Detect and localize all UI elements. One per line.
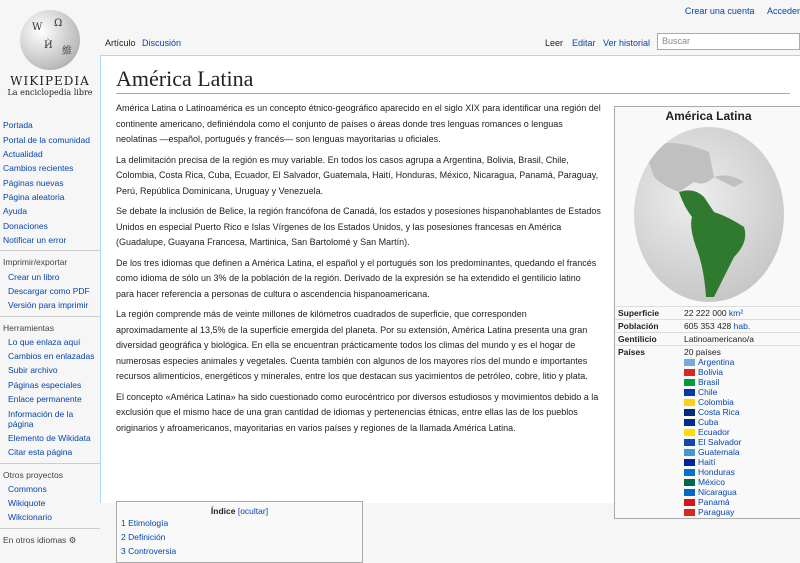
country-link[interactable]: Haití bbox=[698, 457, 716, 467]
search-input[interactable]: Buscar bbox=[657, 33, 800, 50]
sidebar-item[interactable]: Lo que enlaza aquí bbox=[8, 336, 81, 347]
article-body bbox=[116, 101, 601, 441]
sidebar-item[interactable]: Cambios en enlazadas bbox=[8, 351, 95, 362]
country-item[interactable] bbox=[684, 467, 799, 477]
country-item[interactable] bbox=[684, 397, 799, 407]
flag-icon bbox=[684, 389, 695, 396]
flag-icon bbox=[684, 369, 695, 376]
toc-item[interactable]: 1 Etimología bbox=[121, 518, 169, 528]
sidebar-item[interactable]: Descargar como PDF bbox=[8, 285, 90, 296]
sidebar-item[interactable]: Página aleatoria bbox=[3, 192, 65, 203]
country-link[interactable]: Honduras bbox=[698, 467, 735, 477]
sidebar bbox=[0, 118, 100, 548]
country-item[interactable] bbox=[684, 477, 799, 487]
sidebar-item[interactable]: Wikcionario bbox=[8, 512, 52, 523]
wordmark: WIKIPEDIA bbox=[10, 74, 90, 88]
sidebar-item[interactable]: Donaciones bbox=[3, 220, 48, 231]
paragraph: América Latina o Latinoamérica es un concepto étnico-geográfico aparecido en el siglo XIX para identificar una región del continente americano, definiéndola como el conjunto de países o áreas donde tres lenguas romances o lenguas neolatinas —español, portugués y francés— son lenguas mayoritarias u oficiales. bbox=[116, 103, 601, 144]
page-title: América Latina bbox=[116, 66, 254, 91]
country-item[interactable] bbox=[684, 417, 799, 427]
print-portlet-title[interactable]: Imprimir/exportar bbox=[0, 250, 100, 269]
infobox-row: Población 605 353 428 hab. bbox=[615, 319, 800, 332]
languages-label: En otros idiomas bbox=[3, 534, 67, 545]
flag-icon bbox=[684, 429, 695, 436]
sidebar-item[interactable]: Notificar un error bbox=[3, 235, 67, 246]
sidebar-item[interactable]: Versión para imprimir bbox=[8, 300, 89, 311]
flag-icon bbox=[684, 459, 695, 466]
flag-icon bbox=[684, 359, 695, 366]
wikipedia-logo[interactable] bbox=[0, 0, 100, 110]
tab-read[interactable]: Leer bbox=[545, 38, 564, 48]
sidebar-item[interactable]: Citar esta página bbox=[8, 447, 73, 458]
create-account-link[interactable]: Crear una cuenta bbox=[684, 6, 755, 16]
sidebar-item[interactable]: Commons bbox=[8, 483, 47, 494]
personal-tools bbox=[675, 6, 800, 16]
country-link[interactable]: Nicaragua bbox=[698, 487, 737, 497]
flag-icon bbox=[684, 469, 695, 476]
country-link[interactable]: Bolivia bbox=[698, 367, 724, 377]
country-link[interactable]: México bbox=[698, 477, 725, 487]
country-link[interactable]: Guatemala bbox=[698, 447, 740, 457]
country-link[interactable]: Paraguay bbox=[698, 507, 735, 517]
country-link[interactable]: Panamá bbox=[698, 497, 730, 507]
sidebar-item[interactable]: Subir archivo bbox=[8, 365, 58, 376]
main-content bbox=[100, 55, 800, 556]
flag-icon bbox=[684, 489, 695, 496]
login-link[interactable]: Acceder bbox=[766, 6, 800, 16]
sidebar-item[interactable]: Información de la página bbox=[8, 408, 74, 429]
infobox-title: América Latina bbox=[665, 109, 752, 123]
country-item[interactable] bbox=[684, 367, 799, 377]
flag-icon bbox=[684, 509, 695, 516]
country-item[interactable] bbox=[684, 507, 799, 517]
country-item[interactable] bbox=[684, 497, 799, 507]
toc-toggle[interactable]: [ocultar] bbox=[237, 506, 269, 516]
tab-history[interactable]: Ver historial bbox=[603, 38, 651, 48]
title-divider bbox=[116, 93, 790, 94]
flag-icon bbox=[684, 449, 695, 456]
country-item[interactable] bbox=[684, 377, 799, 387]
tab-edit[interactable]: Editar bbox=[572, 38, 596, 48]
sidebar-item[interactable]: Wikiquote bbox=[8, 498, 46, 509]
puzzle-globe-icon: W Ω Ѝ 維 bbox=[20, 10, 80, 70]
country-link[interactable]: Colombia bbox=[698, 397, 734, 407]
flag-icon bbox=[684, 419, 695, 426]
table-of-contents bbox=[116, 501, 363, 563]
flag-icon bbox=[684, 439, 695, 446]
tagline: La enciclopedia libre bbox=[7, 88, 93, 97]
sidebar-item[interactable]: Ayuda bbox=[3, 206, 27, 217]
sidebar-item[interactable]: Páginas especiales bbox=[8, 379, 82, 390]
paragraph: Se debate la inclusión de Belice, la región francófona de Canadá, los estados y posesiones hispanohablantes de Estados Unidos en especial Puerto Rico e Islas Vírgenes de los Estados Unidos, y las posesiones francesas en América (Guadalupe, Guayana Francesa, Martinica, San Bartolomé y San Martín). bbox=[116, 206, 601, 247]
toc-item[interactable]: 3 Controversia bbox=[121, 546, 177, 556]
projects-portlet-title[interactable]: Otros proyectos bbox=[0, 463, 100, 482]
country-link[interactable]: Cuba bbox=[698, 417, 719, 427]
toc-title: Índice bbox=[210, 506, 236, 516]
country-item[interactable] bbox=[684, 447, 799, 457]
country-link[interactable]: Costa Rica bbox=[698, 407, 740, 417]
infobox-row: Gentilicio Latinoamericano/a bbox=[615, 332, 800, 345]
country-item[interactable] bbox=[684, 357, 799, 367]
infobox-row-countries: Países 20 países Argentina Bolivia Brasil Chile Colombia Costa Rica Cuba Ecuador El Salvador Guatemala Haití Honduras México Nicaragua Panamá Paraguay bbox=[615, 345, 800, 518]
sidebar-item[interactable]: Crear un libro bbox=[8, 271, 60, 282]
tab-article[interactable]: Artículo bbox=[105, 38, 136, 48]
country-item[interactable] bbox=[684, 437, 799, 447]
flag-icon bbox=[684, 409, 695, 416]
paragraph: La delimitación precisa de la región es muy variable. En todos los casos agrupa a Argentina, Bolivia, Brasil, Chile, Colombia, Costa Rica, Cuba, Ecuador, El Salvador, Guatemala, Haití, Honduras, México, Nicaragua, Panamá, Paraguay, Perú, República Dominicana, Uruguay y Venezuela. bbox=[116, 154, 599, 196]
orthographic-map-image[interactable] bbox=[634, 127, 784, 302]
gear-icon[interactable]: ⚙ bbox=[68, 534, 77, 545]
toc-item[interactable]: 2 Definición bbox=[121, 532, 166, 542]
sidebar-item[interactable]: Portada bbox=[3, 120, 33, 131]
sidebar-item[interactable]: Actualidad bbox=[3, 148, 43, 159]
sidebar-item[interactable]: Elemento de Wikidata bbox=[8, 432, 91, 443]
tools-portlet-title[interactable]: Herramientas bbox=[0, 316, 100, 335]
country-link[interactable]: Ecuador bbox=[698, 427, 730, 437]
country-item[interactable] bbox=[684, 457, 799, 467]
country-item[interactable] bbox=[684, 407, 799, 417]
infobox bbox=[614, 106, 800, 519]
country-item[interactable] bbox=[684, 427, 799, 437]
country-link[interactable]: El Salvador bbox=[698, 437, 742, 447]
country-link[interactable]: Brasil bbox=[698, 377, 720, 387]
sidebar-item[interactable]: Páginas nuevas bbox=[3, 177, 64, 188]
country-link[interactable]: Argentina bbox=[698, 357, 735, 367]
flag-icon bbox=[684, 379, 695, 386]
sidebar-item[interactable]: Portal de la comunidad bbox=[3, 134, 90, 145]
infobox-row: Superficie 22 222 000 km² bbox=[615, 306, 800, 319]
country-item[interactable] bbox=[684, 487, 799, 497]
sidebar-item[interactable]: Enlace permanente bbox=[8, 394, 82, 405]
flag-icon bbox=[684, 399, 695, 406]
paragraph: De los tres idiomas que definen a América Latina, el español y el portugués son los predominantes, quedando el francés como idioma de sólo un 3% de la población de la región. Derivado de la expresión se ha extendido el gentilicio latino para hacer referencia a personas de cultura o ascendencia hispanoamericana. bbox=[116, 257, 597, 299]
country-link[interactable]: Chile bbox=[698, 387, 718, 397]
country-item[interactable] bbox=[684, 387, 799, 397]
paragraph: La región comprende más de veinte millones de kilómetros cuadrados de superficie, que corresponden aproximadamente al 13,5% de la superficie emergida del planeta. Por su extensión, América Latina presenta una gran diversidad geográfica y biológica. En ella se encuentran prácticamente todos los climas del mundo y es el hogar de numerosas especies animales y vegetales. Cuenta también con algunos de los mayores ríos del mundo e importantes recursos alimenticios, energéticos y minerales, entre los que destacan sus yacimientos de petróleo, cobre, litio y plata. bbox=[116, 309, 588, 381]
flag-icon bbox=[684, 479, 695, 486]
languages-portlet-title[interactable] bbox=[0, 528, 100, 548]
paragraph: El concepto «América Latina» ha sido cuestionado como eurocéntrico por diversos estudiosos y movimientos debido a la exclusión que el mismo hace de una gran cantidad de idiomas y pertenencias étnicas, entre ellas las de los pueblos originarios y afroamericanos, mayoritarias en varios países y regiones de la llamada América Latina. bbox=[116, 391, 599, 433]
sidebar-item[interactable]: Cambios recientes bbox=[3, 163, 74, 174]
tab-discussion[interactable]: Discusión bbox=[142, 38, 182, 48]
